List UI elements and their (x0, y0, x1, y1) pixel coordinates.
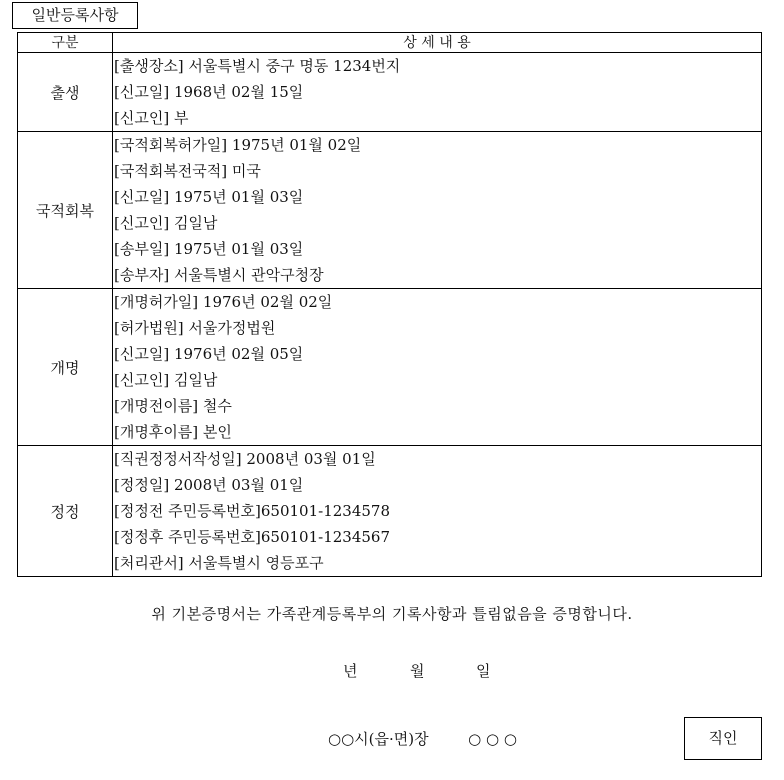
detail-line: [신고인] 부 (114, 109, 189, 127)
table-row (18, 53, 762, 132)
detail-line: [송부자] 서울특별시 관악구청장 (114, 266, 324, 284)
detail-line: [신고인] 김일남 (114, 371, 218, 389)
table-row (18, 446, 762, 577)
detail-line: [개명전이름] 철수 (114, 397, 232, 415)
issuer-signature (328, 728, 517, 749)
date-year: 년 (343, 662, 358, 680)
row-category: 국적회복 (18, 132, 113, 289)
table-row (18, 289, 762, 446)
detail-line: [국적회복허가일] 1975년 01월 02일 (114, 136, 362, 154)
table-header-row (18, 33, 762, 53)
detail-line: [정정일] 2008년 03월 01일 (114, 476, 304, 494)
header-details: 상 세 내 용 (113, 33, 762, 53)
issuer-name: ○ ○ ○ (468, 730, 517, 748)
official-seal-box: 직인 (684, 717, 762, 760)
row-category: 출생 (18, 53, 113, 132)
detail-line: [허가법원] 서울가정법원 (114, 319, 276, 337)
date-month: 월 (410, 662, 425, 680)
section-label: 일반등록사항 (12, 2, 138, 29)
issuer-office: ○○시(읍·면)장 (328, 730, 429, 748)
detail-line: [출생장소] 서울특별시 중구 명동 1234번지 (114, 57, 401, 75)
row-details (113, 132, 762, 289)
detail-line: [신고일] 1975년 01월 03일 (114, 188, 304, 206)
row-details (113, 53, 762, 132)
detail-line: [직권정정서작성일] 2008년 03월 01일 (114, 450, 376, 468)
row-category: 개명 (18, 289, 113, 446)
detail-line: [신고일] 1968년 02월 15일 (114, 83, 304, 101)
detail-line: [정정전 주민등록번호]650101-1234578 (114, 502, 391, 520)
detail-line: [개명후이름] 본인 (114, 423, 232, 441)
detail-line: [정정후 주민등록번호]650101-1234567 (114, 528, 391, 546)
detail-line: [신고일] 1976년 02월 05일 (114, 345, 304, 363)
record-table (17, 32, 762, 577)
detail-line: [신고인] 김일남 (114, 214, 218, 232)
certification-statement: 위 기본증명서는 가족관계등록부의 기록사항과 틀림없음을 증명합니다. (151, 605, 633, 623)
detail-line: [송부일] 1975년 01월 03일 (114, 240, 304, 258)
row-details (113, 446, 762, 577)
header-category: 구분 (18, 33, 113, 53)
detail-line: [처리관서] 서울특별시 영등포구 (114, 554, 324, 572)
detail-line: [개명허가일] 1976년 02월 02일 (114, 293, 333, 311)
row-category: 정정 (18, 446, 113, 577)
detail-line: [국적회복전국적] 미국 (114, 162, 261, 180)
row-details (113, 289, 762, 446)
table-row (18, 132, 762, 289)
date-day: 일 (476, 662, 491, 680)
